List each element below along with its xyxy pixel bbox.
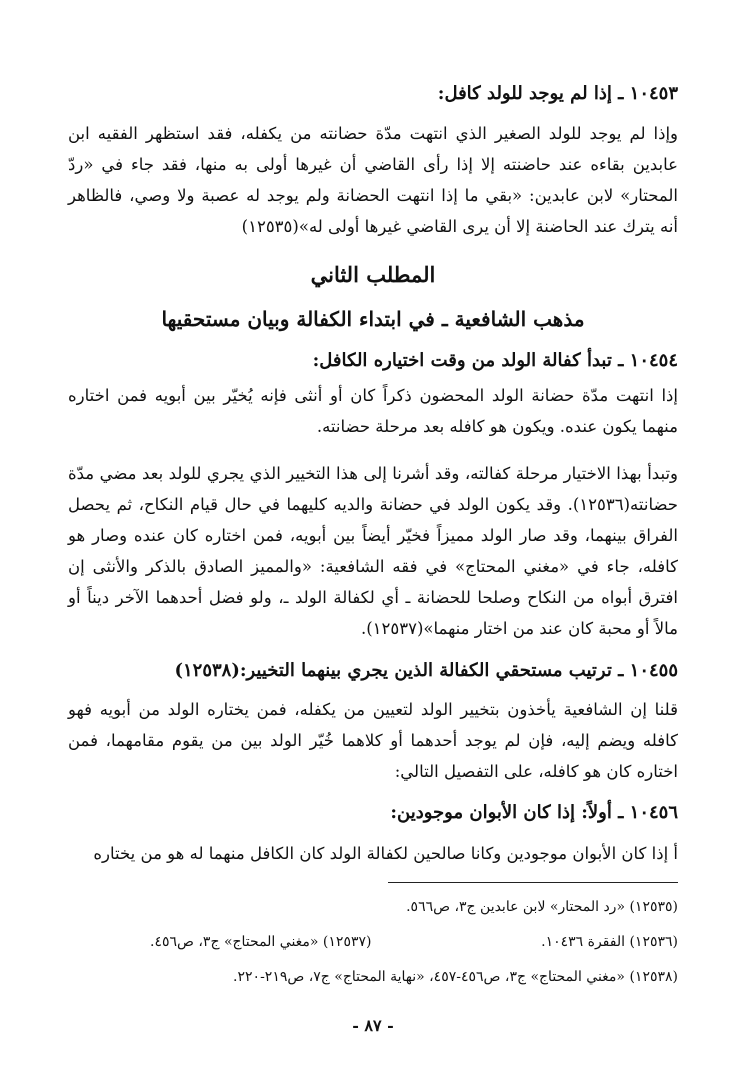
section-10455-body: قلنا إن الشافعية يأخذون بتخيير الولد لتعيين من يكفله، فمن يختاره الولد من أبويه فهو كافله ويضم إليه، فإن لم يوجد أحدهما أو كلاهما خُيّر الولد بين من يقوم مقامهما، فمن اختاره كان هو كافله، على التفصيل التالي: — [68, 700, 678, 781]
chapter-subtitle: مذهب الشافعية ـ في ابتداء الكفالة وبيان مستحقيها — [161, 307, 585, 331]
section-10453-heading: ١٠٤٥٣ ـ إذا لم يوجد للولد كافل: — [437, 83, 678, 104]
section-10454-paragraph-2: وتبدأ بهذا الاختيار مرحلة كفالته، وقد أشرنا إلى هذا التخيير الذي يجري للولد بعد مضي مدّة حضانته(١٢٥٣٦). وقد يكون الولد في حضانة والديه كليهما في حال قيام النكاح، ثم يحصل الفراق بينهما، وقد صار الولد مميزاً فخيّر أيضاً بين أبويه، فمن اختاره كان عنده وصار هو كافله، جاء في «مغني المحتاج» في فقه الشافعية: «والمميز الصادق بالذكر والأنثى إن افترق أبواه من النكاح وصلحا للحضانة ـ أي لكفالة الولد ـ، ولو فضل أحدهما الآخر ديناً أو مالاً أو محبة كان عند من اختار منهما»(١٢٥٣٧). — [68, 464, 678, 638]
section-10454-heading: ١٠٤٥٤ ـ تبدأ كفالة الولد من وقت اختياره الكافل: — [312, 350, 678, 371]
chapter-title: المطلب الثاني — [310, 262, 436, 287]
footnote-12538: (١٢٥٣٨) «مغني المحتاج» ج٣، ص٤٥٦-٤٥٧، «نهاية المحتاج» ج٧، ص٢١٩-٢٢٠. — [233, 969, 678, 985]
section-10456-item-a: أ إذا كان الأبوان موجودين وكانا صالحين لكفالة الولد كان الكافل منهما له هو من يختاره — [93, 844, 678, 863]
section-10454-paragraph-1: إذا انتهت مدّة حضانة الولد المحضون ذكراً كان أو أنثى فإنه يُخيّر بين أبويه فمن اختاره منهما يكون عنده. ويكون هو كافله بعد مرحلة حضانته. — [68, 386, 678, 436]
section-10456-heading: ١٠٤٥٦ ـ أولاً: إذا كان الأبوان موجودين: — [390, 802, 678, 823]
section-10455-heading: ١٠٤٥٥ ـ ترتيب مستحقي الكفالة الذين يجري بينهما التخيير:(١٢٥٣٨) — [174, 660, 678, 681]
footnote-divider — [388, 882, 678, 883]
footnote-12535: (١٢٥٣٥) «رد المحتار» لابن عابدين ج٣، ص٥٦٦. — [406, 899, 678, 915]
section-10453-body: وإذا لم يوجد للولد الصغير الذي انتهت مدّة حضانته من يكفله، فقد استظهر الفقيه ابن عابدين بقاءه عند حاضنته إلا إذا رأى القاضي أن غيرها أولى به منها، فقد جاء في «ردّ المحتار» لابن عابدين: «بقي ما إذا انتهت الحضانة ولم يوجد له عصبة ولا وصي، فالظاهر أنه يترك عند الحاضنة إلا أن يرى القاضي غيرها أولى له»(١٢٥٣٥) — [68, 124, 678, 236]
footnote-12536: (١٢٥٣٦) الفقرة ١٠٤٣٦. — [541, 934, 678, 950]
page-number: - ٨٧ - — [352, 1016, 394, 1035]
footnote-12537: (١٢٥٣٧) «مغني المحتاج» ج٣، ص٤٥٦. — [150, 934, 372, 950]
